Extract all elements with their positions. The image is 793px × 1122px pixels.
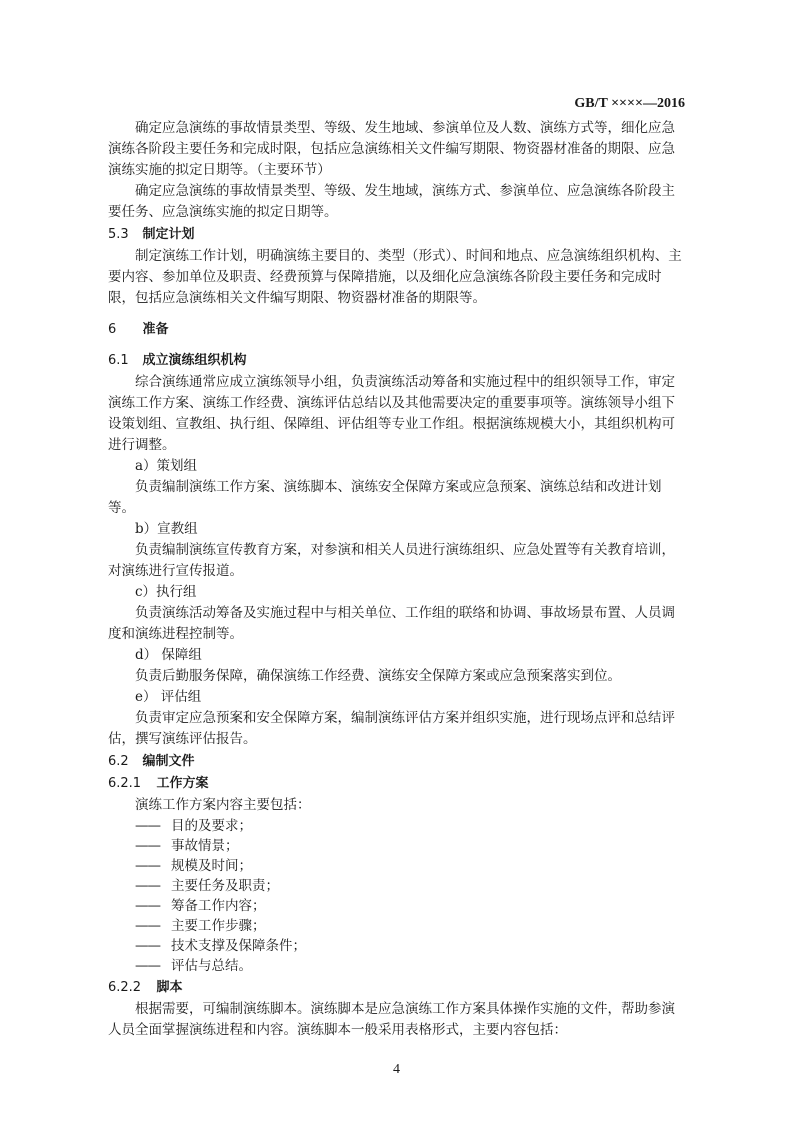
dash-marker: —— [135, 918, 160, 934]
heading-title: 脚本 [156, 980, 183, 995]
heading-number: 6.2.2 [108, 980, 142, 995]
page-number: 4 [393, 1062, 400, 1077]
heading-number: 6.2 [108, 754, 129, 769]
group-description: 负责编制演练工作方案、演练脚本、演练安全保障方案或应急预案、演练总结和改进计划等。 [108, 479, 662, 516]
list-item-text: 主要工作步骤； [171, 918, 266, 934]
paragraph: 确定应急演练的事故情景类型、等级、发生地域，演练方式、参演单位、应急演练各阶段主要任务、应急演练实施的拟定日期等。 [108, 183, 675, 220]
group-label: d） 保障组 [135, 647, 202, 663]
heading-6 [108, 319, 686, 340]
list-item-text: 主要任务及职责； [171, 878, 279, 894]
dash-marker: —— [135, 818, 160, 834]
list-item [108, 876, 686, 896]
heading-number: 5.3 [108, 227, 129, 242]
paragraph: 制定演练工作计划，明确演练主要目的、类型（形式）、时间和地点、应急演练组织机构、主要内容、参加单位及职责、经费预算与保障措施，以及细化应急演练各阶段主要任务和完成时限，包括应急演练相关文件编写期限、物资器材准备的期限等。 [108, 248, 682, 306]
dash-marker: —— [135, 838, 160, 854]
heading-6-2 [108, 751, 686, 772]
paragraph: 综合演练通常应成立演练领导小组，负责演练活动筹备和实施过程中的组织领导工作，审定演练工作方案、演练工作经费、演练评估总结以及其他需要决定的重要事项等。演练领导小组下设策划组、宣教组、执行组、保障组、评估组等专业工作组。根据演练规模大小，其组织机构可进行调整。 [108, 374, 675, 453]
paragraph: 确定应急演练的事故情景类型、等级、发生地域、参演单位及人数、演练方式等，细化应急演练各阶段主要任务和完成时限，包括应急演练相关文件编写期限、物资器材准备的期限、应急演练实施的拟定日期等。（主要环节） [108, 120, 675, 178]
paragraph: 根据需要，可编制演练脚本。演练脚本是应急演练工作方案具体操作实施的文件，帮助参演人员全面掌握演练进程和内容。演练脚本一般采用表格形式，主要内容包括： [108, 1001, 675, 1038]
heading-title: 准备 [142, 322, 169, 337]
list-item-text: 目的及要求； [171, 818, 252, 834]
group-label: b）宣教组 [135, 521, 198, 537]
list-item-text: 规模及时间； [171, 858, 252, 874]
group-description: 负责后勤服务保障，确保演练工作经费、演练安全保障方案或应急预案落实到位。 [135, 668, 621, 684]
list-item-text: 筹备工作内容； [171, 898, 266, 914]
group-label: e） 评估组 [135, 689, 202, 705]
dash-marker: —— [135, 958, 160, 974]
heading-5-3 [108, 224, 686, 245]
group-description: 负责演练活动筹备及实施过程中与相关单位、工作组的联络和协调、事故场景布置、人员调度和演练进程控制等。 [108, 605, 675, 642]
heading-number: 6.2.1 [108, 776, 142, 791]
heading-title: 成立演练组织机构 [142, 353, 247, 368]
list-item [108, 856, 686, 876]
group-label: c）执行组 [135, 584, 197, 600]
list-item [108, 936, 686, 956]
list-item [108, 816, 686, 836]
dash-marker: —— [135, 858, 160, 874]
dash-marker: —— [135, 898, 160, 914]
heading-title: 制定计划 [142, 227, 195, 242]
paragraph: 演练工作方案内容主要包括： [135, 797, 311, 813]
list-item [108, 896, 686, 916]
document-body [108, 118, 686, 1041]
heading-6-1 [108, 350, 686, 371]
heading-number: 6.1 [108, 353, 129, 368]
heading-6-2-1 [108, 773, 686, 794]
heading-number: 6 [108, 322, 117, 337]
list-item [108, 916, 686, 936]
group-description: 负责审定应急预案和安全保障方案，编制演练评估方案并组织实施，进行现场点评和总结评估，撰写演练评估报告。 [108, 710, 675, 747]
group-description: 负责编制演练宣传教育方案，对参演和相关人员进行演练组织、应急处置等有关教育培训，对演练进行宣传报道。 [108, 542, 675, 579]
standard-code: GB/T ××××—2016 [574, 96, 685, 111]
group-label: a）策划组 [135, 458, 198, 474]
list-item-text: 技术支撑及保障条件； [171, 938, 306, 954]
list-item-text: 评估与总结。 [171, 958, 252, 974]
dash-marker: —— [135, 878, 160, 894]
heading-6-2-2 [108, 977, 686, 998]
dash-marker: —— [135, 938, 160, 954]
heading-title: 工作方案 [156, 776, 209, 791]
list-item [108, 956, 686, 976]
list-item [108, 836, 686, 856]
heading-title: 编制文件 [142, 754, 195, 769]
list-item-text: 事故情景； [171, 838, 239, 854]
